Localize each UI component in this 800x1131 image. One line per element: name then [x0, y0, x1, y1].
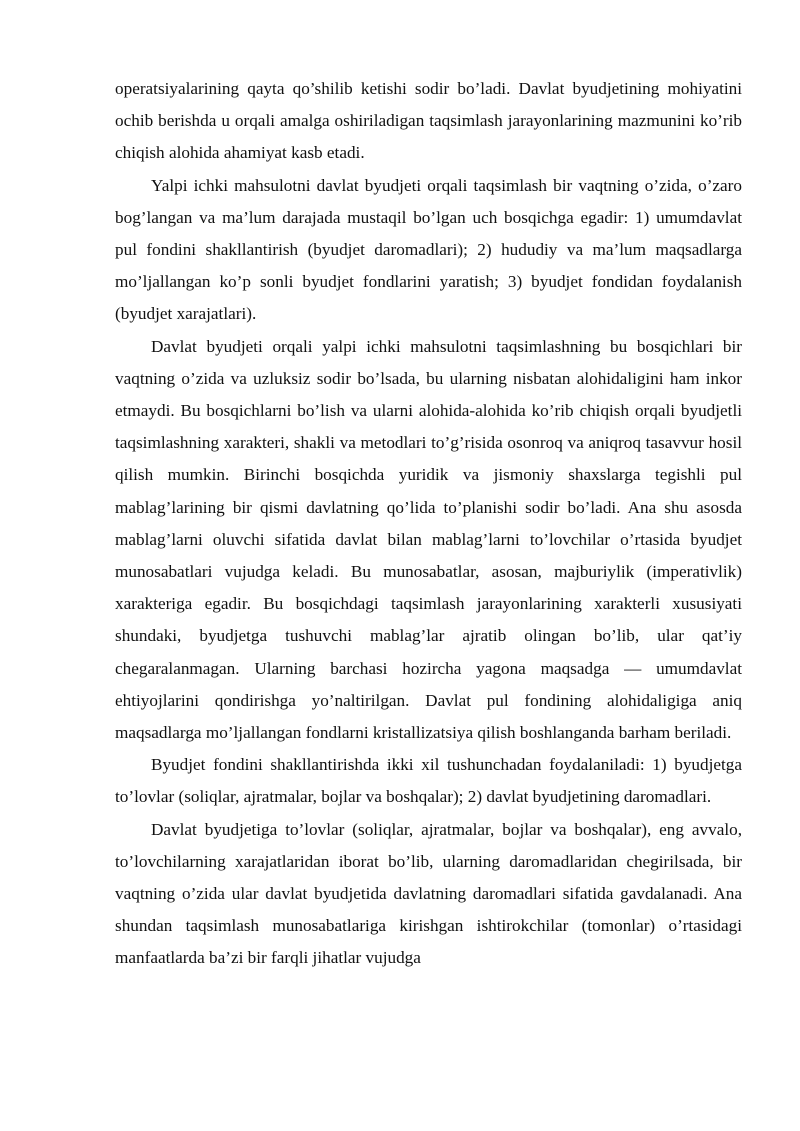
paragraph-4: Byudjet fondini shakllantirishda ikki xil tushunchadan foydalaniladi: 1) byudjetga to’lovlar (soliqlar, ajratmalar, bojlar va boshqalar); 2) davlat byudjetining daromadlari.	[115, 755, 742, 807]
paragraph-1-continuation: operatsiyalarining qayta qo’shilib ketishi sodir bo’ladi. Davlat byudjetining mohiyatini ochib berishda u orqali amalga oshiriladigan taqsimlash jarayonlarining mazmunini ko’rib chiqish alohida ahamiyat kasb etadi.	[115, 79, 742, 163]
paragraph-3: Davlat byudjeti orqali yalpi ichki mahsulotni taqsimlashning bu bosqichlari bir vaqtning o’zida va uzluksiz sodir bo’lsada, bu ularning nisbatan alohidaligini ham inkor etmaydi. Bu bosqichlarni bo’lish va ularni alohida-alohida ko’rib chiqish orqali byudjetli taqsimlashning xarakteri, shakli va metodlari to’g’risida osonroq va aniqroq tasavvur hosil qilish mumkin. Birinchi bosqichda yuridik va jismoniy shaxslarga tegishli pul mablag’larining bir qismi davlatning qo’lida to’planishi sodir bo’ladi. Ana shu asosda mablag’larni oluvchi sifatida davlat bilan mablag’larni to’lovchilar o’rtasida byudjet munosabatlari vujudga keladi. Bu munosabatlar, asosan, majburiylik (imperativlik) xarakteriga egadir. Bu bosqichdagi taqsimlash jarayonlarining xarakterli xususiyati shundaki, byudjetga tushuvchi mablag’lar ajratib olingan bo’lib, ular qat’iy chegaralanmagan. Ularning barchasi hozircha yagona maqsadga — umumdavlat ehtiyojlarini qondirishga yo’naltirilgan. Davlat pul fondining alohidaligiga aniq maqsadlarga mo’ljallangan fondlarni kristallizatsiya qilish boshlanganda barham beriladi.	[115, 336, 742, 743]
paragraph-5: Davlat byudjetiga to’lovlar (soliqlar, ajratmalar, bojlar va boshqalar), eng avvalo, to’lovchilarning xarajatlaridan iborat bo’lib, ularning daromadlaridan chegirilsada, bir vaqtning o’zida ular davlat byudjetida davlatning daromadlari sifatida gavdalanadi. Ana shundan taqsimlash munosabatlariga kirishgan ishtirokchilar (tomonlar) o’rtasidagi manfaatlarda ba’zi bir farqli jihatlar vujudga	[115, 819, 742, 968]
paragraph-2: Yalpi ichki mahsulotni davlat byudjeti orqali taqsimlash bir vaqtning o’zida, o’zaro bog’langan va ma’lum darajada mustaqil bo’lgan uch bosqichga egadir: 1) umumdavlat pul fondini shakllantirish (byudjet daromadlari); 2) hududiy va ma’lum maqsadlarga mo’ljallangan ko’p sonli byudjet fondlarini yaratish; 3) byudjet fondidan foydalanish (byudjet xarajatlari).	[115, 175, 742, 324]
document-page	[115, 73, 742, 975]
